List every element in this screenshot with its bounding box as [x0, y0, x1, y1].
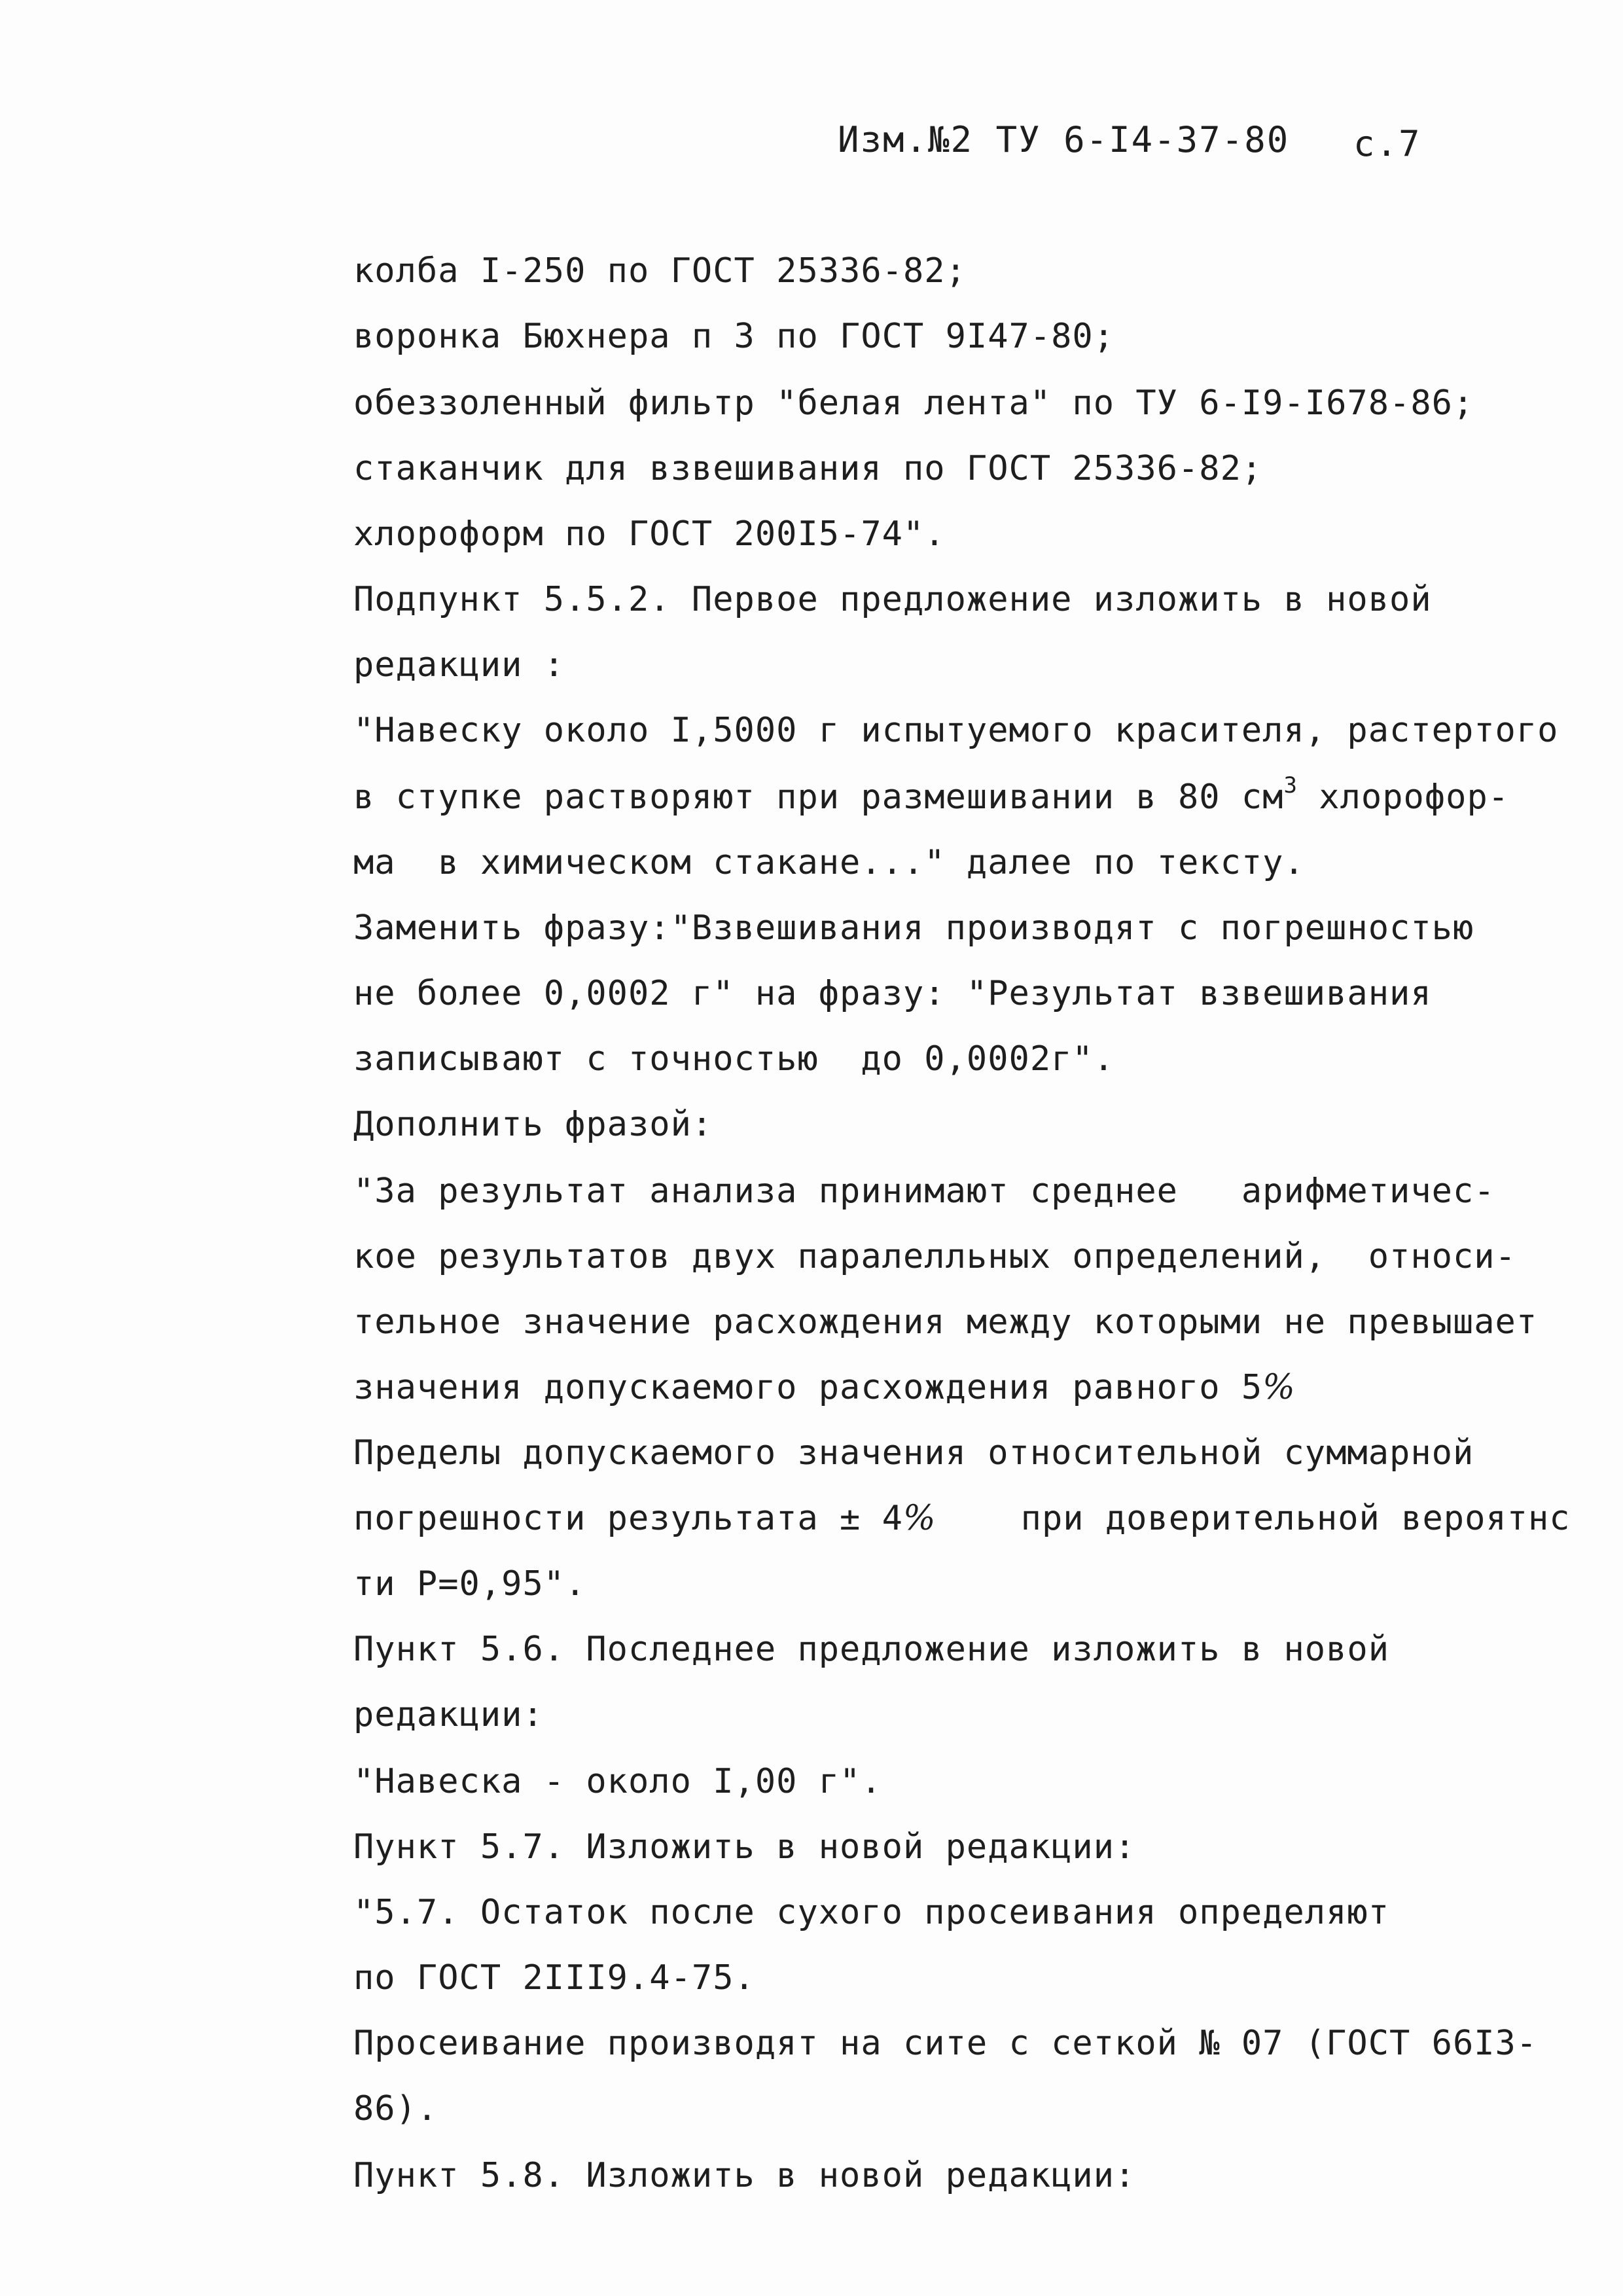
text-line: воронка Бюхнера п 3 по ГОСТ 9I47-80; — [353, 317, 1115, 356]
text-line: не более 0,0002 г" на фразу: "Результат взвешивания — [353, 974, 1432, 1013]
text-line: тельное значение расхождения между которыми не превышает — [353, 1302, 1538, 1342]
text-line: Пункт 5.6. Последнее предложение изложить в новой — [353, 1630, 1390, 1669]
text-line-start: погрешности результата ± 4 — [353, 1499, 903, 1538]
text-line: Пункт 5.7. Изложить в новой редакции: — [353, 1827, 1136, 1867]
text-line: Подпункт 5.5.2. Первое предложение изложить в новой — [353, 580, 1432, 619]
text-line-end: при доверительной вероятнс — [936, 1499, 1571, 1538]
document-header: Изм.№2 ТУ 6-I4-37-80 — [838, 119, 1290, 160]
text-line: колба I-250 по ГОСТ 25336-82; — [353, 251, 967, 291]
text-line: Пункт 5.8. Изложить в новой редакции: — [353, 2156, 1136, 2195]
text-line: стаканчик для взвешивания по ГОСТ 25336-82; — [353, 449, 1263, 488]
text-line: Просеивание производят на сите с сеткой № 07 (ГОСТ 66I3- — [353, 2024, 1538, 2063]
text-line: хлороформ по ГОСТ 200I5-74". — [353, 514, 946, 554]
text-line: редакции: — [353, 1695, 544, 1734]
text-line: Дополнить фразой: — [353, 1105, 713, 1144]
text-line: ти Р=0,95". — [353, 1564, 586, 1604]
text-line-start: значения допускаемого расхождения равного 5 — [353, 1368, 1263, 1407]
text-line: Заменить фразу:"Взвешивания производят с погрешностью — [353, 908, 1474, 948]
page-number: с.7 — [1353, 123, 1421, 164]
text-line: редакции : — [353, 645, 565, 685]
text-line: "5.7. Остаток после сухого просеивания определяют — [353, 1893, 1390, 1932]
text-line: 86). — [353, 2089, 438, 2128]
text-line: "Навеску около I,5000 г испытуемого красителя, растертого — [353, 711, 1559, 750]
text-line: по ГОСТ 2III9.4-75. — [353, 1958, 755, 1998]
superscript-cube: 3 — [1283, 772, 1298, 798]
text-line: кое результатов двух паралелльных определений, относи- — [353, 1237, 1516, 1276]
text-line: "Навеска - около I,00 г". — [353, 1762, 882, 1801]
text-line-end: хлорофор- — [1297, 778, 1510, 817]
text-line: обеззоленный фильтр "белая лента" по ТУ 6-I9-I678-86; — [353, 384, 1474, 423]
text-line-with-percent — [353, 1499, 1571, 1538]
text-line-with-percent — [353, 1368, 1296, 1407]
text-line-with-superscript — [353, 772, 1510, 817]
text-line: "За результат анализа принимают среднее арифметичес- — [353, 1172, 1495, 1211]
text-line-start: в ступке растворяют при размешивании в 80 см — [353, 778, 1284, 817]
text-line: ма в химическом стакане..." далее по тексту. — [353, 843, 1305, 882]
text-line: записывают с точностью до 0,0002г". — [353, 1039, 1115, 1079]
handwritten-percent: % — [902, 1499, 936, 1538]
handwritten-percent: % — [1262, 1368, 1296, 1407]
text-line: Пределы допускаемого значения относительной суммарной — [353, 1433, 1474, 1473]
